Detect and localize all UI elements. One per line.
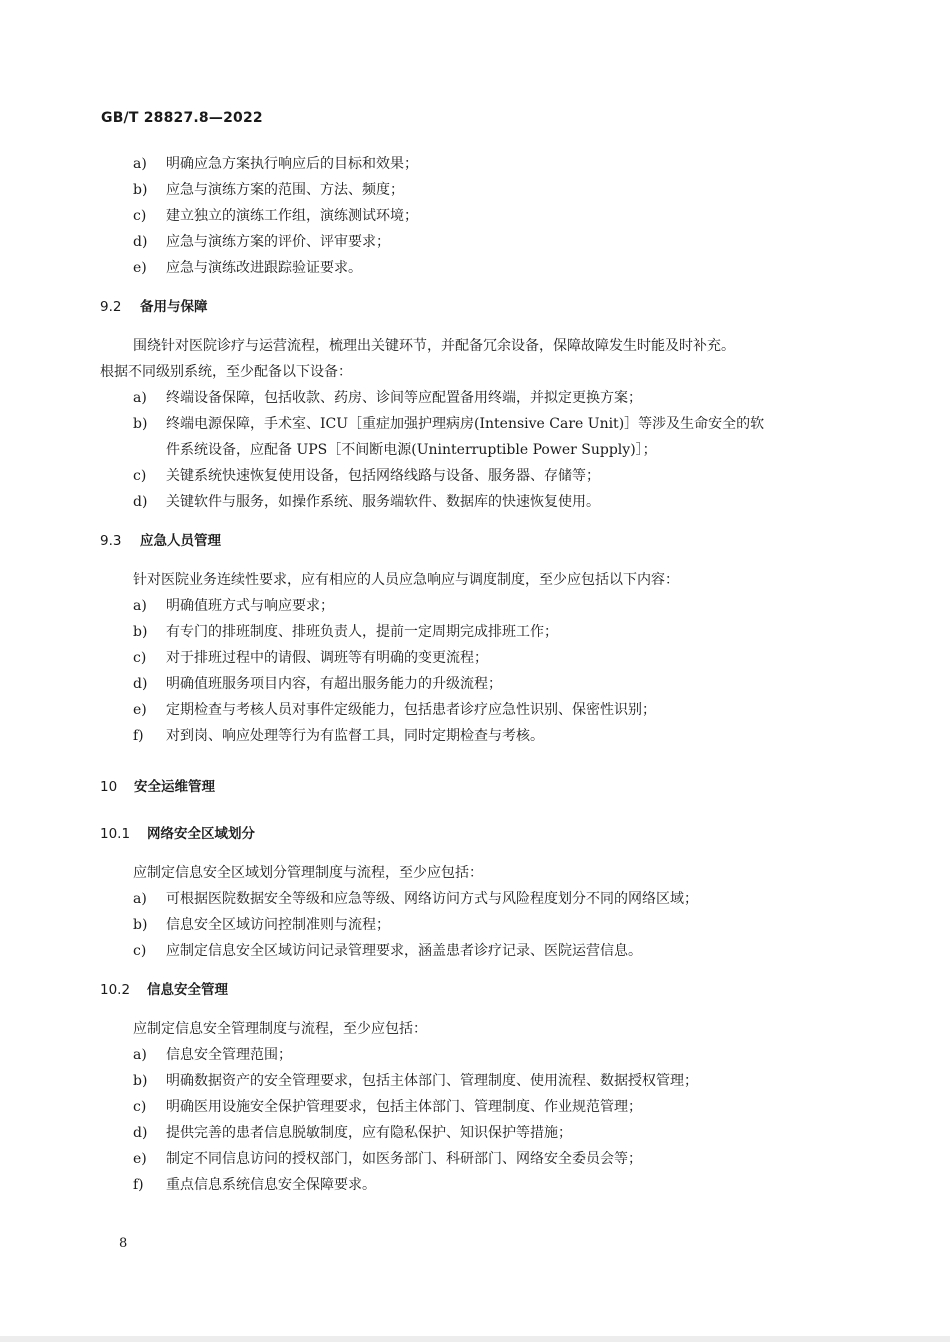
page-number: 8 bbox=[119, 1236, 128, 1251]
list-item: c) 建立独立的演练工作组，演练测试环境； bbox=[133, 208, 418, 224]
list-item: c) 应制定信息安全区域访问记录管理要求，涵盖患者诊疗记录、医院运营信息。 bbox=[133, 943, 642, 959]
list-item: d) 明确值班服务项目内容，有超出服务能力的升级流程； bbox=[133, 676, 502, 692]
section-heading-9-2: 9.2 备用与保障 bbox=[100, 299, 208, 315]
section-9-1-list bbox=[100, 151, 860, 281]
page-bottom-edge bbox=[0, 1336, 950, 1342]
section-9-2-body bbox=[100, 333, 860, 515]
list-item: f) 重点信息系统信息安全保障要求。 bbox=[133, 1177, 376, 1193]
paragraph: 应制定信息安全区域划分管理制度与流程，至少应包括： bbox=[133, 865, 483, 881]
list-item: e) 定期检查与考核人员对事件定级能力，包括患者诊疗应急性识别、保密性识别； bbox=[133, 702, 656, 718]
section-heading-9-3: 9.3 应急人员管理 bbox=[100, 533, 221, 549]
list-item: a) 明确值班方式与响应要求； bbox=[133, 598, 334, 614]
list-item: d) 关键软件与服务，如操作系统、服务端软件、数据库的快速恢复使用。 bbox=[133, 494, 600, 510]
paragraph-continuation: 根据不同级别系统，至少配备以下设备： bbox=[100, 364, 352, 380]
list-item: b) 应急与演练方案的范围、方法、频度； bbox=[133, 182, 404, 198]
standard-code: GB/T 28827.8—2022 bbox=[101, 110, 263, 126]
list-item: a) 终端设备保障，包括收款、药房、诊间等应配置备用终端，并拟定更换方案； bbox=[133, 390, 642, 406]
paragraph: 围绕针对医院诊疗与运营流程，梳理出关键环节，并配备冗余设备，保障故障发生时能及时补充。 bbox=[133, 338, 735, 354]
section-10-2-body bbox=[100, 1016, 860, 1198]
list-item: a) 可根据医院数据安全等级和应急等级、网络访问方式与风险程度划分不同的网络区域； bbox=[133, 891, 698, 907]
list-item: d) 应急与演练方案的评价、评审要求； bbox=[133, 234, 390, 250]
section-9-3-body bbox=[100, 567, 860, 749]
section-10-2 bbox=[100, 977, 860, 1003]
section-10 bbox=[100, 774, 860, 800]
section-10-1-body bbox=[100, 860, 860, 964]
list-item: c) 明确医用设施安全保护管理要求，包括主体部门、管理制度、作业规范管理； bbox=[133, 1099, 642, 1115]
list-item: b) 信息安全区域访问控制准则与流程； bbox=[133, 917, 390, 933]
list-item: c) 对于排班过程中的请假、调班等有明确的变更流程； bbox=[133, 650, 488, 666]
paragraph: 针对医院业务连续性要求，应有相应的人员应急响应与调度制度，至少应包括以下内容： bbox=[133, 572, 679, 588]
section-heading-10-1: 10.1 网络安全区域划分 bbox=[100, 826, 255, 842]
section-heading-10-2: 10.2 信息安全管理 bbox=[100, 982, 228, 998]
list-item: e) 应急与演练改进跟踪验证要求。 bbox=[133, 260, 362, 276]
section-heading-10: 10 安全运维管理 bbox=[100, 779, 215, 795]
list-item: b) 明确数据资产的安全管理要求，包括主体部门、管理制度、使用流程、数据授权管理； bbox=[133, 1073, 698, 1089]
list-item: b) 终端电源保障，手术室、ICU［重症加强护理病房(Intensive Care Unit)］等涉及生命安全的软 bbox=[133, 416, 765, 432]
paragraph: 应制定信息安全管理制度与流程，至少应包括： bbox=[133, 1021, 427, 1037]
list-item: a) 信息安全管理范围； bbox=[133, 1047, 292, 1063]
list-item: c) 关键系统快速恢复使用设备，包括网络线路与设备、服务器、存储等； bbox=[133, 468, 600, 484]
section-9-2 bbox=[100, 294, 860, 320]
list-item: d) 提供完善的患者信息脱敏制度，应有隐私保护、知识保护等措施； bbox=[133, 1125, 572, 1141]
section-10-1 bbox=[100, 821, 860, 847]
list-item: b) 有专门的排班制度、排班负责人，提前一定周期完成排班工作； bbox=[133, 624, 558, 640]
list-item-continuation: 件系统设备，应配备 UPS［不间断电源(Uninterruptible Power Supply)］； bbox=[166, 442, 657, 458]
list-item: f) 对到岗、响应处理等行为有监督工具，同时定期检查与考核。 bbox=[133, 728, 544, 744]
list-item: a) 明确应急方案执行响应后的目标和效果； bbox=[133, 156, 418, 172]
section-9-3 bbox=[100, 528, 860, 554]
list-item: e) 制定不同信息访问的授权部门，如医务部门、科研部门、网络安全委员会等； bbox=[133, 1151, 642, 1167]
